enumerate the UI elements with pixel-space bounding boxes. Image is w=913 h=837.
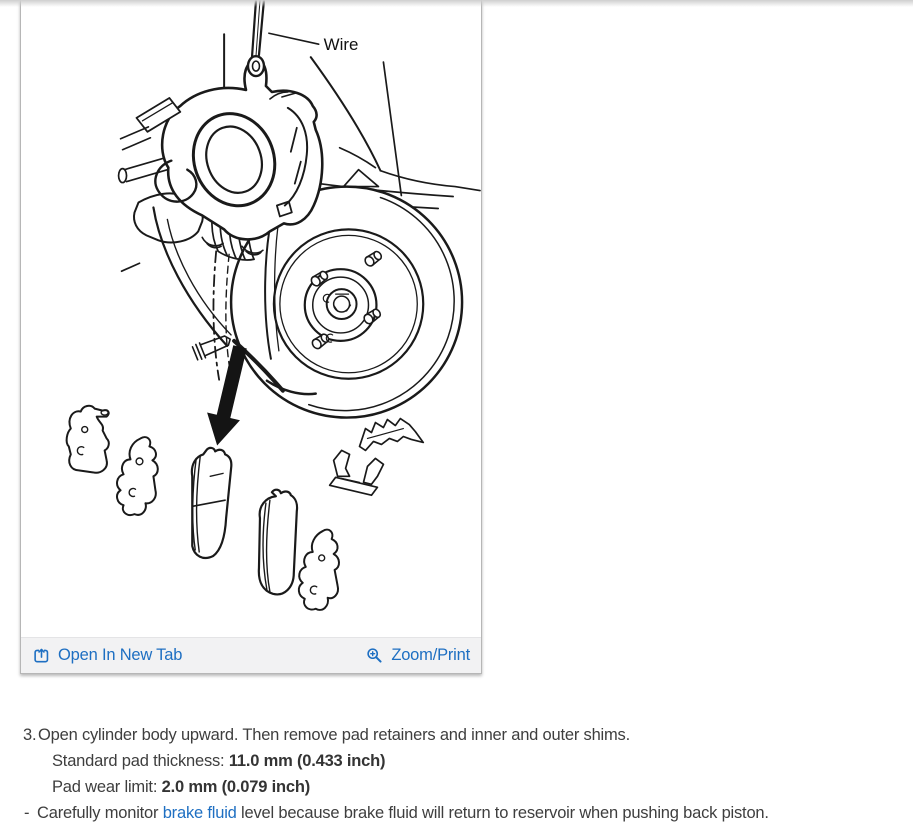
inner-brake-pad: [259, 490, 297, 595]
brake-diagram-figure: [21, 0, 481, 637]
note-before-link: Carefully monitor: [37, 804, 163, 822]
brake-fluid-link[interactable]: brake fluid: [162, 804, 237, 822]
wire-label-text: Wire: [323, 35, 359, 55]
zoom-print-label: Zoom/Print: [391, 646, 470, 664]
open-in-new-tab-link[interactable]: [33, 646, 182, 665]
outer-brake-pad: [192, 448, 231, 558]
zoom-print-link[interactable]: [366, 646, 470, 665]
spec2-value: 2.0 mm (0.079 inch): [161, 778, 311, 796]
spec-standard-thickness-line: [23, 748, 909, 774]
brake-figure-panel: [20, 0, 482, 674]
pad-retainers: [330, 419, 424, 496]
instructions-text: [23, 722, 909, 826]
spec1-value: 11.0 mm (0.433 inch): [228, 752, 386, 770]
note-marker: -: [24, 804, 30, 822]
step-3-line: [23, 722, 909, 748]
figure-toolbar: [21, 637, 481, 673]
open-in-new-tab-icon: [33, 647, 50, 664]
spec-wear-limit-line: [23, 774, 909, 800]
arrow-to-pad: [207, 345, 247, 445]
step-text: Open cylinder body upward. Then remove pad retainers and inner and outer shims.: [38, 726, 630, 744]
note-after-link: level because brake fluid will return to reservoir when pushing back piston.: [236, 804, 769, 822]
note-text: [37, 800, 769, 826]
wire-label: [269, 33, 359, 54]
hanger-wire: [248, 0, 264, 76]
inner-shim: [299, 530, 339, 610]
zoom-in-icon: [366, 647, 383, 664]
spec2-label: Pad wear limit:: [52, 778, 162, 796]
outer-shim: [117, 437, 158, 515]
open-in-new-tab-label: Open In New Tab: [58, 646, 183, 664]
spec1-label: Standard pad thickness:: [52, 752, 229, 770]
note-line: [23, 800, 909, 826]
step-number: 3.: [23, 726, 37, 744]
brake-diagram: [21, 0, 481, 637]
pad-wear-indicator-clip: [67, 406, 109, 473]
slide-bolt: [192, 332, 233, 361]
